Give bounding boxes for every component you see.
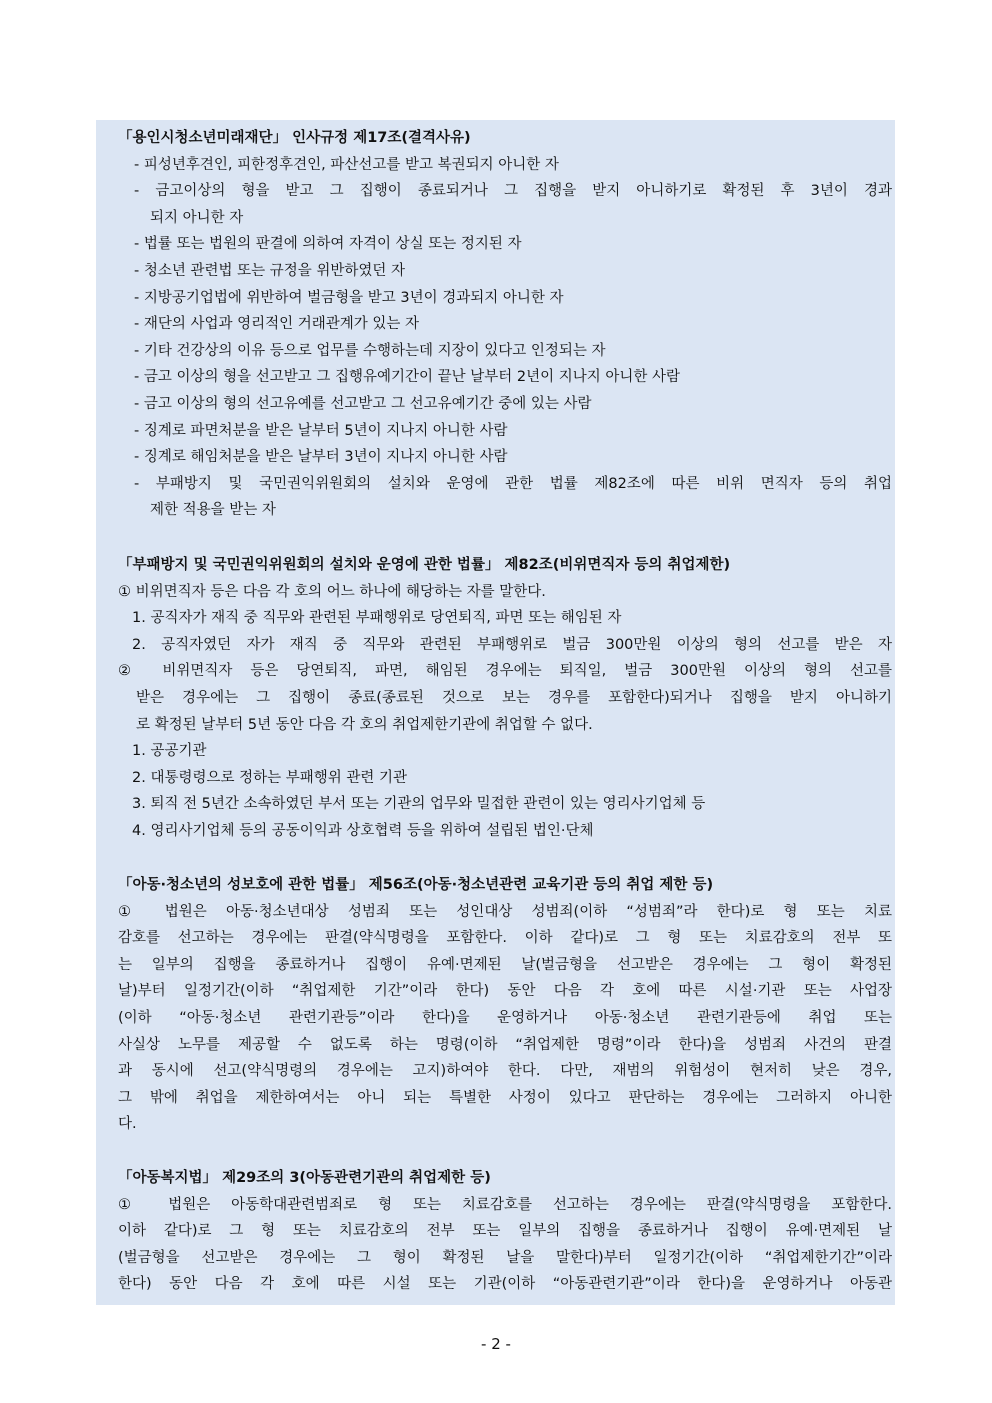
text-line: 2. 공직자였던 자가 재직 중 직무와 관련된 부패행위로 벌금 300만원 이상의 형의 선고를 받은 자 xyxy=(132,636,892,653)
text-line: 받은 경우에는 그 집행이 종료(종료된 것으로 보는 경우를 포함한다)되거나 집행을 받지 아니하기 xyxy=(136,689,892,706)
text-line: 3. 퇴직 전 5년간 소속하였던 부서 또는 기관의 업무와 밀접한 관련이 있는 영리사기업체 등 xyxy=(132,796,706,813)
text-line: 로 확정된 날부터 5년 동안 다음 각 호의 취업제한기관에 취업할 수 없다. xyxy=(136,716,593,733)
text-line: - 법률 또는 법원의 판결에 의하여 자격이 상실 또는 정지된 자 xyxy=(134,236,522,253)
text-line: 그 밖에 취업을 제한하여서는 아니 되는 특별한 사정이 있다고 판단하는 경우에는 그러하지 아니한 xyxy=(118,1089,892,1106)
section-heading: 「아동복지법」 제29조의 3(아동관련기관의 취업제한 등) xyxy=(118,1170,491,1186)
text-line: - 금고이상의 형을 받고 그 집행이 종료되거나 그 집행을 받지 아니하기로 확정된 후 3년이 경과 xyxy=(134,183,892,200)
text-line: ① 비위면직자 등은 다음 각 호의 어느 하나에 해당하는 자를 말한다. xyxy=(118,583,546,600)
page-number: - 2 - xyxy=(481,1335,511,1353)
text-line: 되지 아니한 자 xyxy=(150,209,244,226)
text-line: (이하 “아동·청소년 관련기관등”이라 한다)을 운영하거나 아동·청소년 관련기관등에 취업 또는 xyxy=(118,1009,892,1026)
section-youth-sexual-protection-act xyxy=(118,872,892,1138)
section-youth-foundation-rules xyxy=(118,125,892,524)
text-line: 사실상 노무를 제공할 수 없도록 하는 명령(이하 “취업제한 명령”이라 한다)을 성범죄 사건의 판결 xyxy=(118,1036,892,1053)
text-line: 날)부터 일정기간(이하 “취업제한 기간”이라 한다) 동안 다음 각 호에 따른 시설·기관 또는 사업장 xyxy=(118,983,892,1000)
section-heading: 「용인시청소년미래재단」 인사규정 제17조(결격사유) xyxy=(118,130,471,146)
text-line: - 부패방지 및 국민권익위원회의 설치와 운영에 관한 법률 제82조에 따른 비위 면직자 등의 취업 xyxy=(134,475,892,492)
text-line: 1. 공공기관 xyxy=(132,743,207,760)
text-line: ① 법원은 아동학대관련범죄로 형 또는 치료감호를 선고하는 경우에는 판결(약식명령을 포함한다. xyxy=(118,1196,892,1213)
text-line: 2. 대통령령으로 정하는 부패행위 관련 기관 xyxy=(132,769,407,786)
text-line: 다. xyxy=(118,1116,137,1133)
text-line: 한다) 동안 다음 각 호에 따른 시설 또는 기관(이하 “아동관련기관”이라 한다)을 운영하거나 아동관 xyxy=(118,1276,892,1293)
text-line: - 징계로 해임처분을 받은 날부터 3년이 지나지 아니한 사람 xyxy=(134,449,508,466)
text-line: - 기타 건강상의 이유 등으로 업무를 수행하는데 지장이 있다고 인정되는 자 xyxy=(134,342,606,359)
text-line: - 금고 이상의 형의 선고유예를 선고받고 그 선고유예기간 중에 있는 사람 xyxy=(134,395,592,412)
section-anti-corruption-act xyxy=(118,552,892,845)
text-line: - 지방공기업법에 위반하여 벌금형을 받고 3년이 경과되지 아니한 자 xyxy=(134,289,564,306)
text-line: (벌금형을 선고받은 경우에는 그 형이 확정된 날을 말한다)부터 일정기간(이하 “취업제한기간”이라 xyxy=(118,1249,892,1266)
text-line: ② 비위면직자 등은 당연퇴직, 파면, 해임된 경우에는 퇴직일, 벌금 300만원 이상의 형의 선고를 xyxy=(118,663,892,680)
text-line: ① 법원은 아동·청소년대상 성범죄 또는 성인대상 성범죄(이하 “성범죄”라 한다)로 형 또는 치료 xyxy=(118,903,892,920)
text-line: 제한 적용을 받는 자 xyxy=(150,502,276,519)
text-line: - 피성년후견인, 피한정후견인, 파산선고를 받고 복권되지 아니한 자 xyxy=(134,156,559,173)
text-line: 이하 같다)로 그 형 또는 치료감호의 전부 또는 일부의 집행을 종료하거나 집행이 유예·면제된 날 xyxy=(118,1223,892,1240)
text-line: 는 일부의 집행을 종료하거나 집행이 유예·면제된 날(벌금형을 선고받은 경우에는 그 형이 확정된 xyxy=(118,956,892,973)
text-line: - 재단의 사업과 영리적인 거래관계가 있는 자 xyxy=(134,316,420,333)
text-line: 1. 공직자가 재직 중 직무와 관련된 부패행위로 당연퇴직, 파면 또는 해임된 자 xyxy=(132,610,622,627)
section-child-welfare-act xyxy=(118,1165,892,1298)
text-line: 4. 영리사기업체 등의 공동이익과 상호협력 등을 위하여 설립된 법인·단체 xyxy=(132,822,594,839)
text-line: - 금고 이상의 형을 선고받고 그 집행유예기간이 끝난 날부터 2년이 지나지 아니한 사람 xyxy=(134,369,681,386)
text-line: - 징계로 파면처분을 받은 날부터 5년이 지나지 아니한 사람 xyxy=(134,422,508,439)
text-line: 과 동시에 선고(약식명령의 경우에는 고지)하여야 한다. 다만, 재범의 위험성이 현저히 낮은 경우, xyxy=(118,1063,892,1080)
text-line: 감호를 선고하는 경우에는 판결(약식명령을 포함한다. 이하 같다)로 그 형 또는 치료감호의 전부 또 xyxy=(118,930,892,947)
section-heading: 「아동·청소년의 성보호에 관한 법률」 제56조(아동·청소년관련 교육기관 등의 취업 제한 등) xyxy=(118,877,714,893)
text-line: - 청소년 관련법 또는 규정을 위반하였던 자 xyxy=(134,262,406,279)
section-heading: 「부패방지 및 국민권익위원회의 설치와 운영에 관한 법률」 제82조(비위면직자 등의 취업제한) xyxy=(118,557,731,573)
